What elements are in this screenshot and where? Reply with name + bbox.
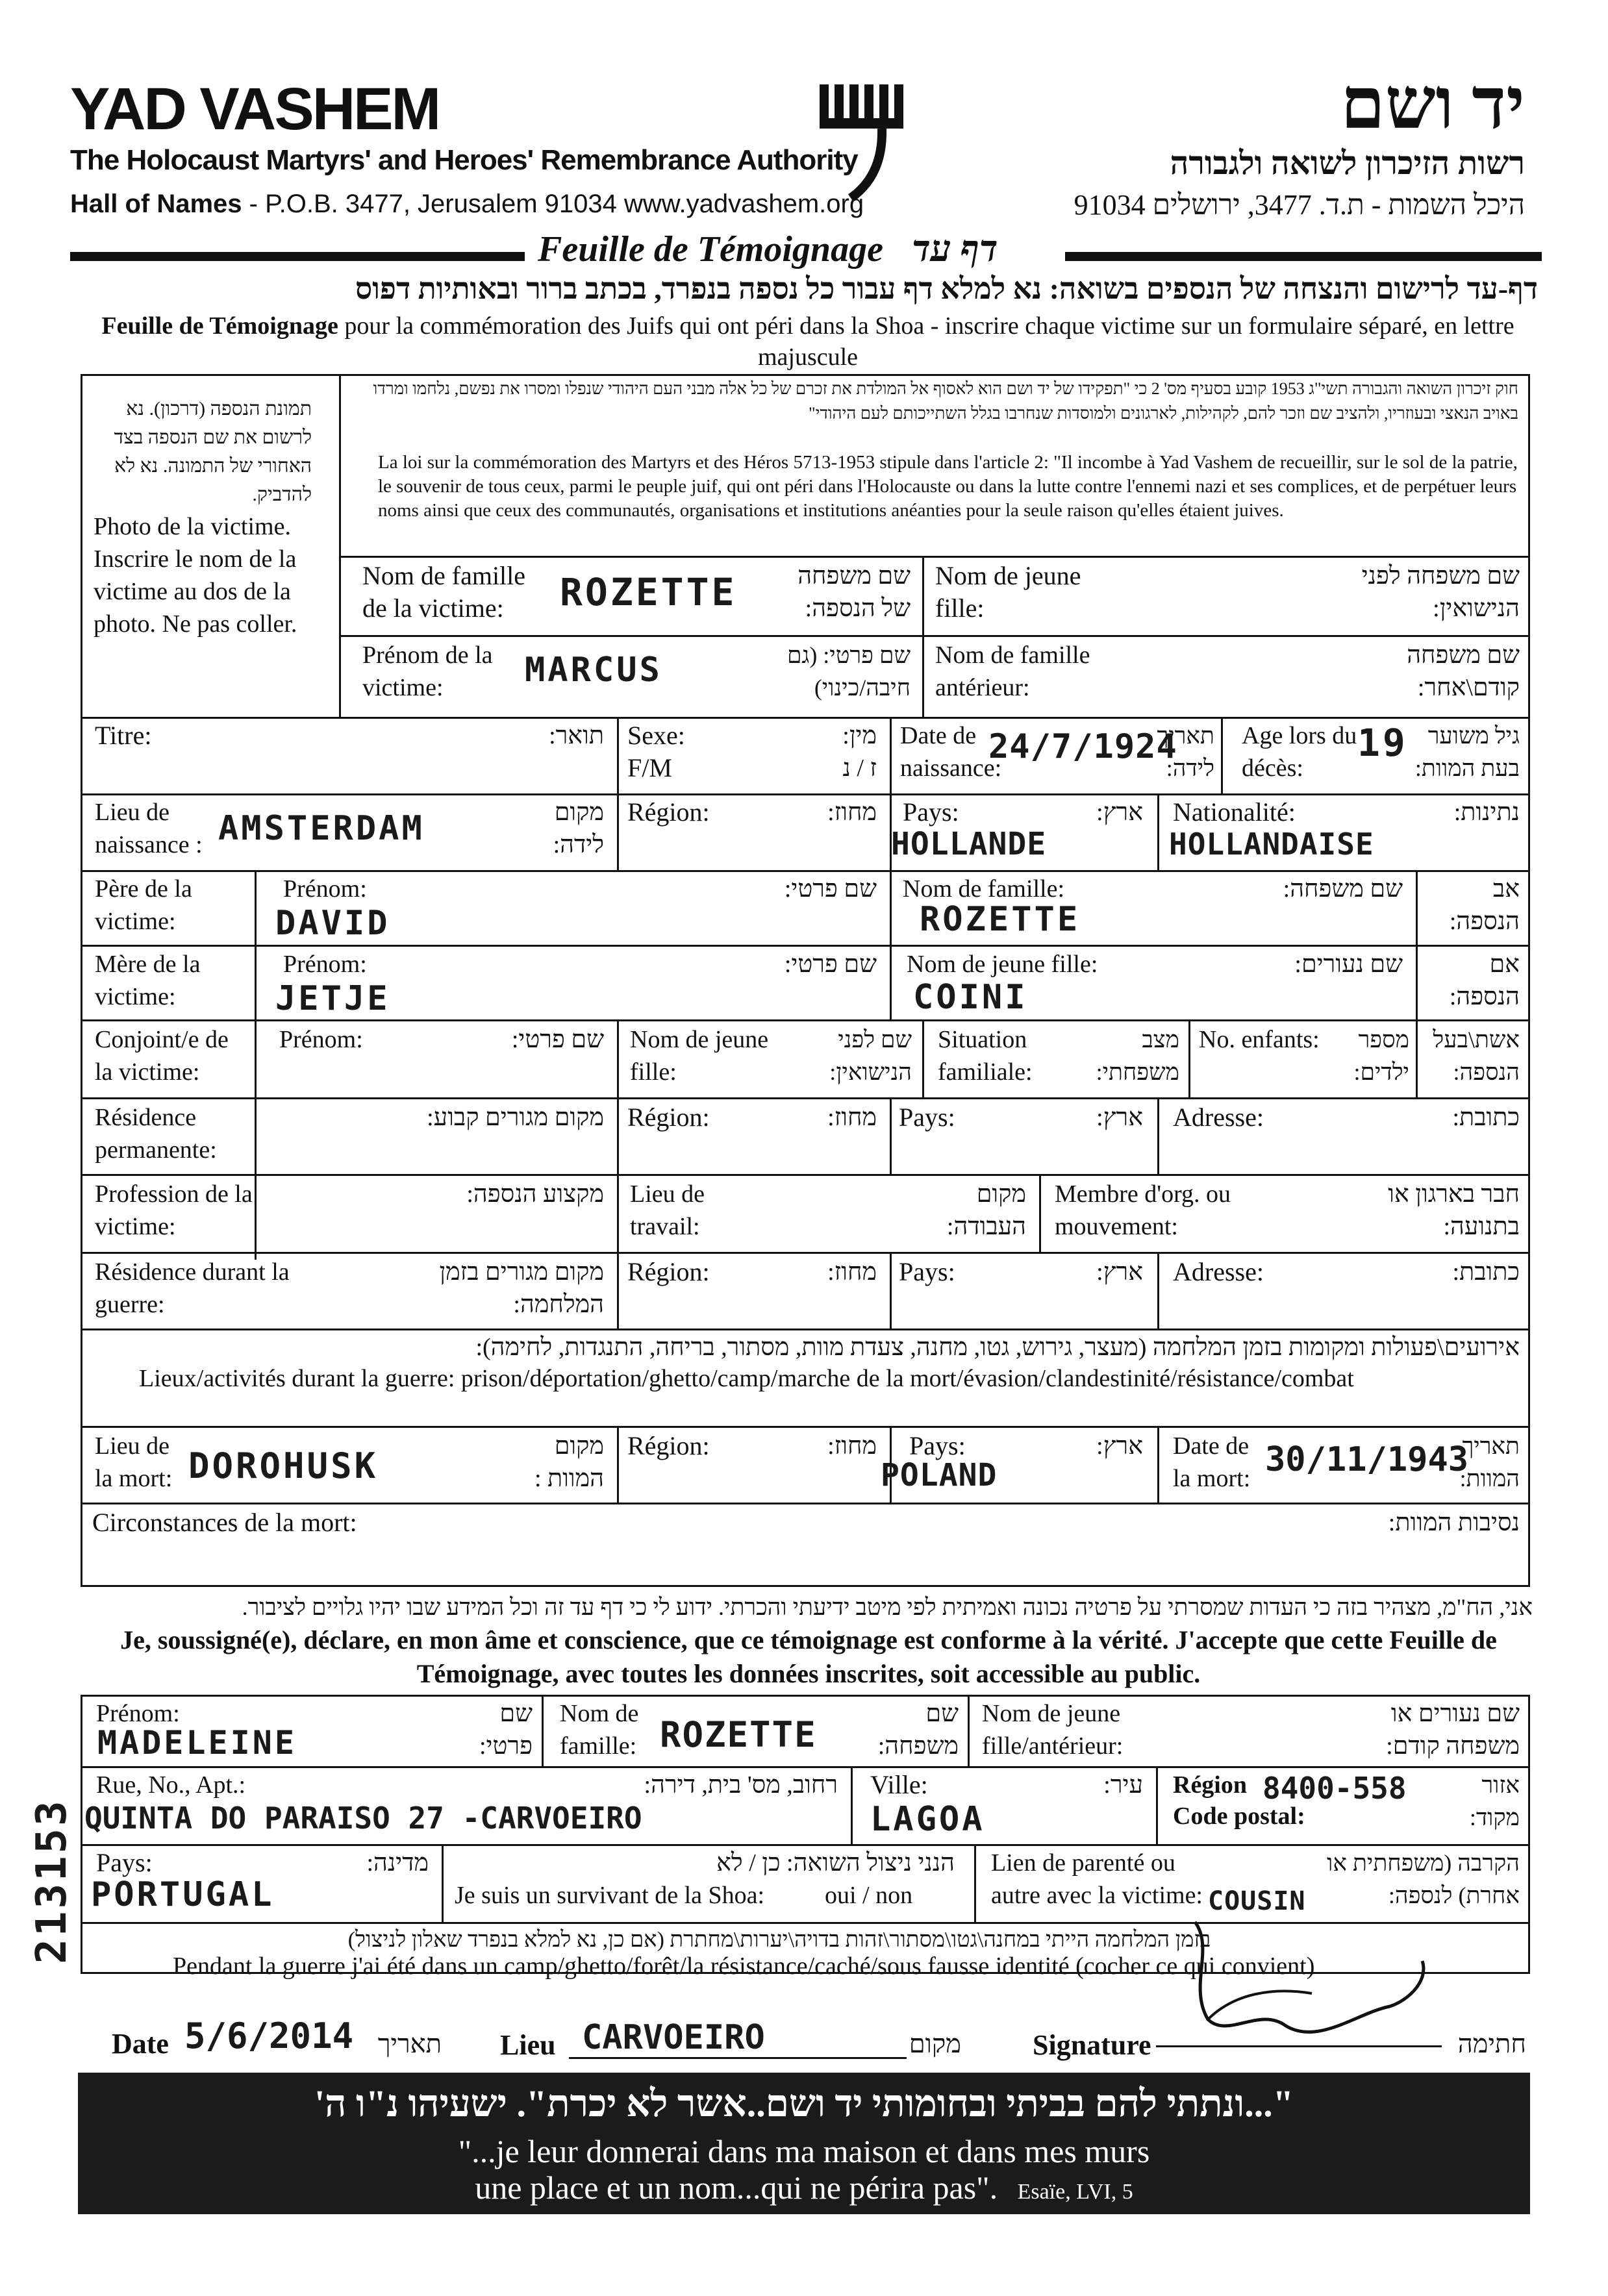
quote-ref: Esaïe, LVI, 5 [1017,2180,1133,2204]
div-sex-birth [890,717,892,795]
line-row-death [81,1426,1530,1428]
authority-name-he: רשות הזיכרון לשואה ולגבורה [1170,145,1525,181]
line-row-title [81,717,1530,719]
spouse-children-label-he: מספר ילדים: [1353,1027,1409,1085]
witness-city-label: Ville: [870,1770,928,1799]
birth-country-label-he: ארץ: [1096,799,1143,826]
div-spouse-4 [1416,1019,1418,1097]
authority-name: The Holocaust Martyrs' and Heroes' Remembrance Authority [70,144,858,176]
death-country-label-he: ארץ: [1096,1432,1143,1460]
spouse-row-label-he: אשת\בעל הנספה: [1433,1027,1520,1085]
camp-he: בזמן המלחמה הייתי במחנה\גטו\מסתור\זהות בדויה\יערות\מחתרת (אם כן, נא למלא בנפרד שאלון לניצול) [347,1928,1211,1952]
menorah-logo-icon [812,78,909,208]
previous-name-label-he: שם משפחה קודם\אחר: [1407,642,1520,701]
war-residence-label-he: מקום מגורים בזמן המלחמה: [439,1258,604,1318]
profession-row-label-he: מקצוע הנספה: [466,1180,604,1208]
war-country-label-he: ארץ: [1096,1258,1143,1286]
address-he: היכל השמות - ת.ד. 3477, ירושלים 91034 [1074,189,1525,221]
first-name-label-he: שם פרטי: (גם חיבה/כינוי) [786,642,911,701]
witness-zip-label: Code postal: [1173,1803,1305,1830]
sex-label-he: מין: [842,722,877,749]
photo-box-he: תמונת הנספה (דרכון). נא לרשום את שם הנספה בצד האחורי של התמונה. נא לא להדביק. [114,398,312,505]
footer-date-label: Date [112,2028,169,2060]
line-row-activities [81,1329,1530,1330]
death-country-label: Pays: [909,1431,966,1460]
witness-country-label-he: מדינה: [366,1849,429,1877]
div-res-3 [1157,1097,1159,1174]
witness-street-value[interactable]: QUINTA DO PARAISO 27 -CARVOEIRO [84,1801,642,1836]
side-number: 213153 [28,1798,76,1964]
birth-region-label-he: מחוז: [827,799,877,826]
witness-first-label: Prénom: [96,1700,180,1727]
witness-relation-label: Lien de parenté ou autre avec la victime: [991,1849,1203,1909]
witness-country-value[interactable]: PORTUGAL [91,1875,275,1914]
footer-place-label: Lieu [500,2029,556,2061]
mother-first-label-he: שם פרטי: [784,951,877,978]
spouse-first-label-he: שם פרטי: [511,1026,604,1053]
mother-last-label: Nom de jeune fille: [907,951,1098,978]
photo-box-divider [339,374,341,718]
activities-he: אירועים\פעולות ומקומות בזמן המלחמה (מעצר, גירוש, גטו, מחנה, צעדת מוות, מסתור, בריחה, התנגדות, לחימה): [475,1334,1520,1361]
line-row-circumstances [81,1503,1530,1504]
father-row-label-he: אב הנספה: [1449,875,1520,935]
org-name-he: יד ושם [1340,64,1525,144]
photo-box-fr: Photo de la victime. Inscrire le nom de la victime au dos de la photo. Ne pas coller. [94,513,297,638]
form-title-fr: Feuille de Témoignage [538,229,883,269]
quote-banner [78,2073,1530,2214]
instruction-fr-text: pour la commémoration des Juifs qui ont péri dans la Shoa - inscrire chaque victime sur un formulaire séparé, en lettre majuscule [338,312,1514,371]
witness-maiden-label-he: שם נעורים או משפחה קודם: [1386,1700,1520,1760]
hall-of-names-address [70,190,864,219]
instruction-fr [78,310,1538,373]
footer-signature-he: חתימה [1457,2029,1526,2058]
law-he: חוק זיכרון השואה והגבורה תשי"ג 1953 קובע בסעיף מס' 2 כי "תפקידו של יד ושם הוא לאסוף אל המולדת את זכרם של כל אלה מבני העם היהודי שנפלו ומסרו את נפשם, נלחמו ומרדו באויב הנאצי ובעוזריו, ולהציב שם וזכר להם, לקהילות, לארגונים ולמוסדות שנחרבו בגלל השתייכותם לעם היהודי" [373,379,1518,423]
residence-country-label-he: ארץ: [1096,1104,1143,1131]
mother-first-label: Prénom: [283,951,367,978]
div-title-sex [617,717,619,795]
death-circumstances-label-he: נסיבות המוות: [1388,1509,1520,1536]
family-name-label: Nom de famille de la victime: [362,561,526,623]
title-bar-left [70,252,525,261]
witness-maiden-label: Nom de jeune fille/antérieur: [982,1700,1124,1760]
birth-date-label-he: תאריך לידה: [1157,723,1214,781]
spouse-maiden-label-he: שם לפני הנישואין: [829,1027,912,1085]
witness-city-label-he: עיר: [1103,1771,1143,1799]
residence-region-label: Région: [627,1103,710,1132]
line-row-spouse [81,1019,1530,1021]
form-title-he: דף עד [911,229,998,269]
witness-div-3 [851,1766,853,1844]
witness-survivor-label: Je suis un survivant de la Shoa: [455,1882,765,1909]
witness-survivor-options[interactable]: oui / non [825,1882,913,1909]
war-address-label-he: כתובת: [1452,1258,1520,1286]
spouse-status-label-he: מצב משפחתי: [1096,1027,1179,1085]
death-place-value[interactable]: DOROHUSK [188,1445,379,1486]
line-row-mother [81,945,1530,947]
address: - P.O.B. 3477, Jerusalem 91034 www.yadvashem.org [242,190,864,218]
spouse-maiden-label: Nom de jeune fille: [630,1026,769,1086]
residence-address-label-he: כתובת: [1452,1104,1520,1131]
first-name-label: Prénom de la victime: [362,642,493,701]
residence-row-label-he: מקום מגורים קבוע: [427,1104,604,1131]
witness-country-label: Pays: [96,1848,153,1877]
footer-place-underline [569,2057,907,2059]
residence-region-label-he: מחוז: [827,1104,877,1131]
div-spouse-2 [922,1019,924,1097]
age-label-he: גיל משוער בעת המוות: [1414,723,1520,781]
div-birthplace-region [617,793,619,871]
div-war-2 [890,1252,892,1329]
father-row-label: Père de la victime: [95,875,192,935]
mother-row-label: Mère de la victime: [95,951,201,1010]
birth-place-label-he: מקום לידה: [553,799,604,858]
birth-country-value[interactable]: HOLLANDE [891,826,1047,862]
form-title [538,229,998,270]
birth-place-value[interactable]: AMSTERDAM [218,809,425,848]
father-last-label: Nom de famille: [903,875,1065,903]
quote-fr-2-line [78,2169,1530,2206]
residence-address-label: Adresse: [1173,1103,1264,1132]
div-birth-age [1221,717,1223,795]
father-first-label: Prénom: [283,875,367,903]
spouse-row-label: Conjoint/e de la victime: [95,1026,229,1086]
sex-options-he: ז / נ [842,755,877,782]
instruction-fr-bold: Feuille de Témoignage [101,312,338,340]
div-res-2 [890,1097,892,1174]
death-place-label-he: מקום המוות : [534,1432,604,1492]
footer-place-value[interactable]: CARVOEIRO [582,2018,765,2057]
quote-fr-2: une place et un nom...qui ne périra pas". [475,2169,998,2206]
witness-street-label-he: רחוב, מס' בית, דירה: [644,1771,838,1799]
father-first-value[interactable]: DAVID [275,904,390,943]
war-address-label: Adresse: [1173,1257,1264,1286]
declaration-he: אני, הח"מ, מצהיר בזה כי העדות שמסרתי על פרטיה נכונה ואמיתית לפי מיטב ידיעתי והכרתי. ידוע לי כי דף עד זה וכל המידע שבו יהיו גלויים לציבור. [242,1594,1533,1620]
witness-first-value[interactable]: MADELEINE [97,1724,297,1762]
sex-label: Sexe: [627,721,685,750]
death-place-label: Lieu de la mort: [95,1432,173,1492]
footer-place-he: מקום [909,2029,961,2058]
death-date-label-he: תאריך המוות: [1459,1433,1520,1491]
line-row-father [81,870,1530,872]
footer-signature-label: Signature [1033,2029,1151,2061]
line-row-war [81,1252,1530,1254]
witness-div-6 [974,1844,976,1922]
birth-region-label: Région: [627,797,710,827]
mother-last-label-he: שם נעורים: [1294,951,1403,978]
death-region-label: Région: [627,1431,710,1460]
death-date-value[interactable]: 30/11/1943 [1265,1440,1469,1479]
witness-last-value[interactable]: ROZETTE [660,1714,817,1755]
death-region-label-he: מחוז: [827,1432,877,1460]
witness-div-5 [442,1844,444,1922]
father-last-value[interactable]: ROZETTE [920,900,1081,939]
spouse-children-label: No. enfants: [1199,1026,1320,1053]
mother-last-value[interactable]: COINI [913,978,1028,1017]
title-label-he: תואר: [549,722,604,749]
line-name-mid [339,635,1530,637]
work-place-label-he: מקום העבודה: [946,1180,1026,1240]
family-name-value[interactable]: ROZETTE [560,570,737,614]
residence-row-label: Résidence permanente: [95,1104,217,1164]
birth-country-label: Pays: [903,797,959,827]
witness-relation-value[interactable]: COUSIN [1208,1886,1306,1916]
nationality-label-he: נתינות: [1453,799,1520,826]
hall-of-names: Hall of Names [70,190,242,218]
residence-country-label: Pays: [899,1103,955,1132]
line-row-residence [81,1097,1530,1099]
witness-region-label: Région [1173,1771,1247,1799]
spouse-status-label: Situation familiale: [938,1026,1033,1086]
witness-div-1 [542,1695,544,1766]
footer-date-he: תאריך [377,2029,442,2058]
witness-last-label: Nom de famille: [560,1700,639,1760]
previous-name-label: Nom de famille antérieur: [935,642,1090,701]
birth-date-value[interactable]: 24/7/1924 [988,727,1177,766]
first-name-value[interactable]: MARCUS [525,651,662,690]
line-row-birth [81,793,1530,795]
war-residence-label: Résidence durant la guerre: [95,1258,290,1318]
witness-div-2 [968,1695,970,1766]
birth-date-label: Date de naissance: [900,722,1002,782]
mother-row-label-he: אם הנספה: [1449,951,1520,1010]
witness-last-label-he: שם משפחה: [877,1700,959,1760]
spouse-first-label: Prénom: [279,1026,363,1053]
death-country-value[interactable]: POLAND [881,1457,998,1493]
mother-first-value[interactable]: JETJE [275,979,390,1018]
declaration-fr: Je, soussigné(e), déclare, en mon âme et conscience, que ce témoignage est conforme à la vérité. J'accepte que cette Feuille de Témoignage, avec toutes les données inscrites, soit accessible au public. [120,1625,1497,1688]
law-fr: La loi sur la commémoration des Martyrs et des Héros 5713-1953 stipule dans l'article 2: "Il incombe à Yad Vashem de recueillir, sur le sol de la patrie, le souvenir de tous ceux, parmi le peuple juif, qui ont péri dans l'Holocauste ou dans la lutte contre l'ennemi nazi et ses complices, et de perpétuer leurs noms ainsi que ceux des communautés, organisations et institutions anéanties pour la seule raison qu'elles étaient juives. [378,452,1518,521]
activities-fr: Lieux/activités durant la guerre: prison/déportation/ghetto/camp/marche de la mort/évasion/clandestinité/résistance/combat [139,1365,1354,1392]
witness-city-value[interactable]: LAGOA [870,1800,985,1839]
div-res-1 [617,1097,619,1329]
footer-date [112,2027,169,2060]
membership-label-he: חבר בארגון או בתנועה: [1388,1180,1520,1240]
divider-names [922,556,924,718]
quote-fr-1: "...je leur donnerai dans ma maison et dans mes murs [458,2133,1150,2169]
div-death-1 [617,1426,619,1503]
instruction-he: דף-עד לרישום והנצחה של הנספים בשואה: נא למלא דף עבור כל נספה בנפרד, בכתב ברור ובאותיות דפוס [355,272,1538,305]
father-first-label-he: שם פרטי: [784,875,877,903]
father-last-label-he: שם משפחה: [1283,875,1403,903]
witness-zip-value[interactable]: 8400-558 [1263,1771,1407,1806]
war-region-label-he: מחוז: [827,1258,877,1286]
maiden-name-label-he: שם משפחה לפני הנישואין: [1361,562,1520,622]
div-spouse-1 [617,1019,619,1097]
div-country-nat [1157,793,1159,871]
death-circumstances-label: Circonstances de la mort: [92,1508,357,1537]
title-bar-right [1065,252,1542,261]
witness-div-4 [1156,1766,1158,1844]
maiden-name-label: Nom de jeune fille: [935,561,1081,623]
witness-region-label-he: אזור מקוד: [1469,1772,1520,1830]
age-label: Age lors du décès: [1242,722,1357,782]
title-label: Titre: [95,721,152,750]
sex-options[interactable]: F/M [627,753,672,782]
org-name: YAD VASHEM [70,76,440,142]
family-name-label-he: שם משפחה של הנספה: [798,562,911,622]
membership-label: Membre d'org. ou mouvement: [1055,1180,1231,1240]
death-date-label: Date de la mort: [1173,1432,1251,1492]
footer-date-value[interactable]: 5/6/2014 [184,2015,354,2056]
witness-relation-label-he: הקרבה (משפחתית או אחרת) לנספה: [1327,1850,1520,1908]
quote-he: "...ונתתי להם בביתי ובחומותי יד ושם..אשר לא יכרת". ישעיהו נ"ו ה' [314,2082,1294,2125]
war-region-label: Région: [627,1257,710,1286]
line-name-top [339,556,1530,558]
birth-place-label: Lieu de naissance : [95,799,203,858]
div-prof-2 [1039,1174,1041,1252]
nationality-value[interactable]: HOLLANDAISE [1169,827,1374,862]
div-death-3 [1157,1426,1159,1503]
witness-street-label: Rue, No., Apt.: [96,1771,246,1799]
div-war-3 [1157,1252,1159,1329]
signature-scribble-icon [1169,1909,1442,2071]
camp-fr[interactable]: Pendant la guerre j'ai été dans un camp/ghetto/forêt/la résistance/caché/sous fausse identité (cocher ce qui convient) [173,1953,1315,1980]
work-place-label: Lieu de travail: [630,1180,705,1240]
profession-row-label: Profession de la victime: [95,1180,253,1240]
nationality-label: Nationalité: [1173,797,1296,827]
war-country-label: Pays: [899,1257,955,1286]
div-spouse-3 [1188,1019,1190,1097]
line-row-profession [81,1174,1530,1176]
witness-first-label-he: שם פרטי: [479,1700,533,1760]
witness-line-2 [81,1844,1530,1846]
age-value[interactable]: 19 [1357,721,1408,765]
witness-survivor-label-he: הנני ניצול השואה: כן / לא [716,1849,955,1877]
